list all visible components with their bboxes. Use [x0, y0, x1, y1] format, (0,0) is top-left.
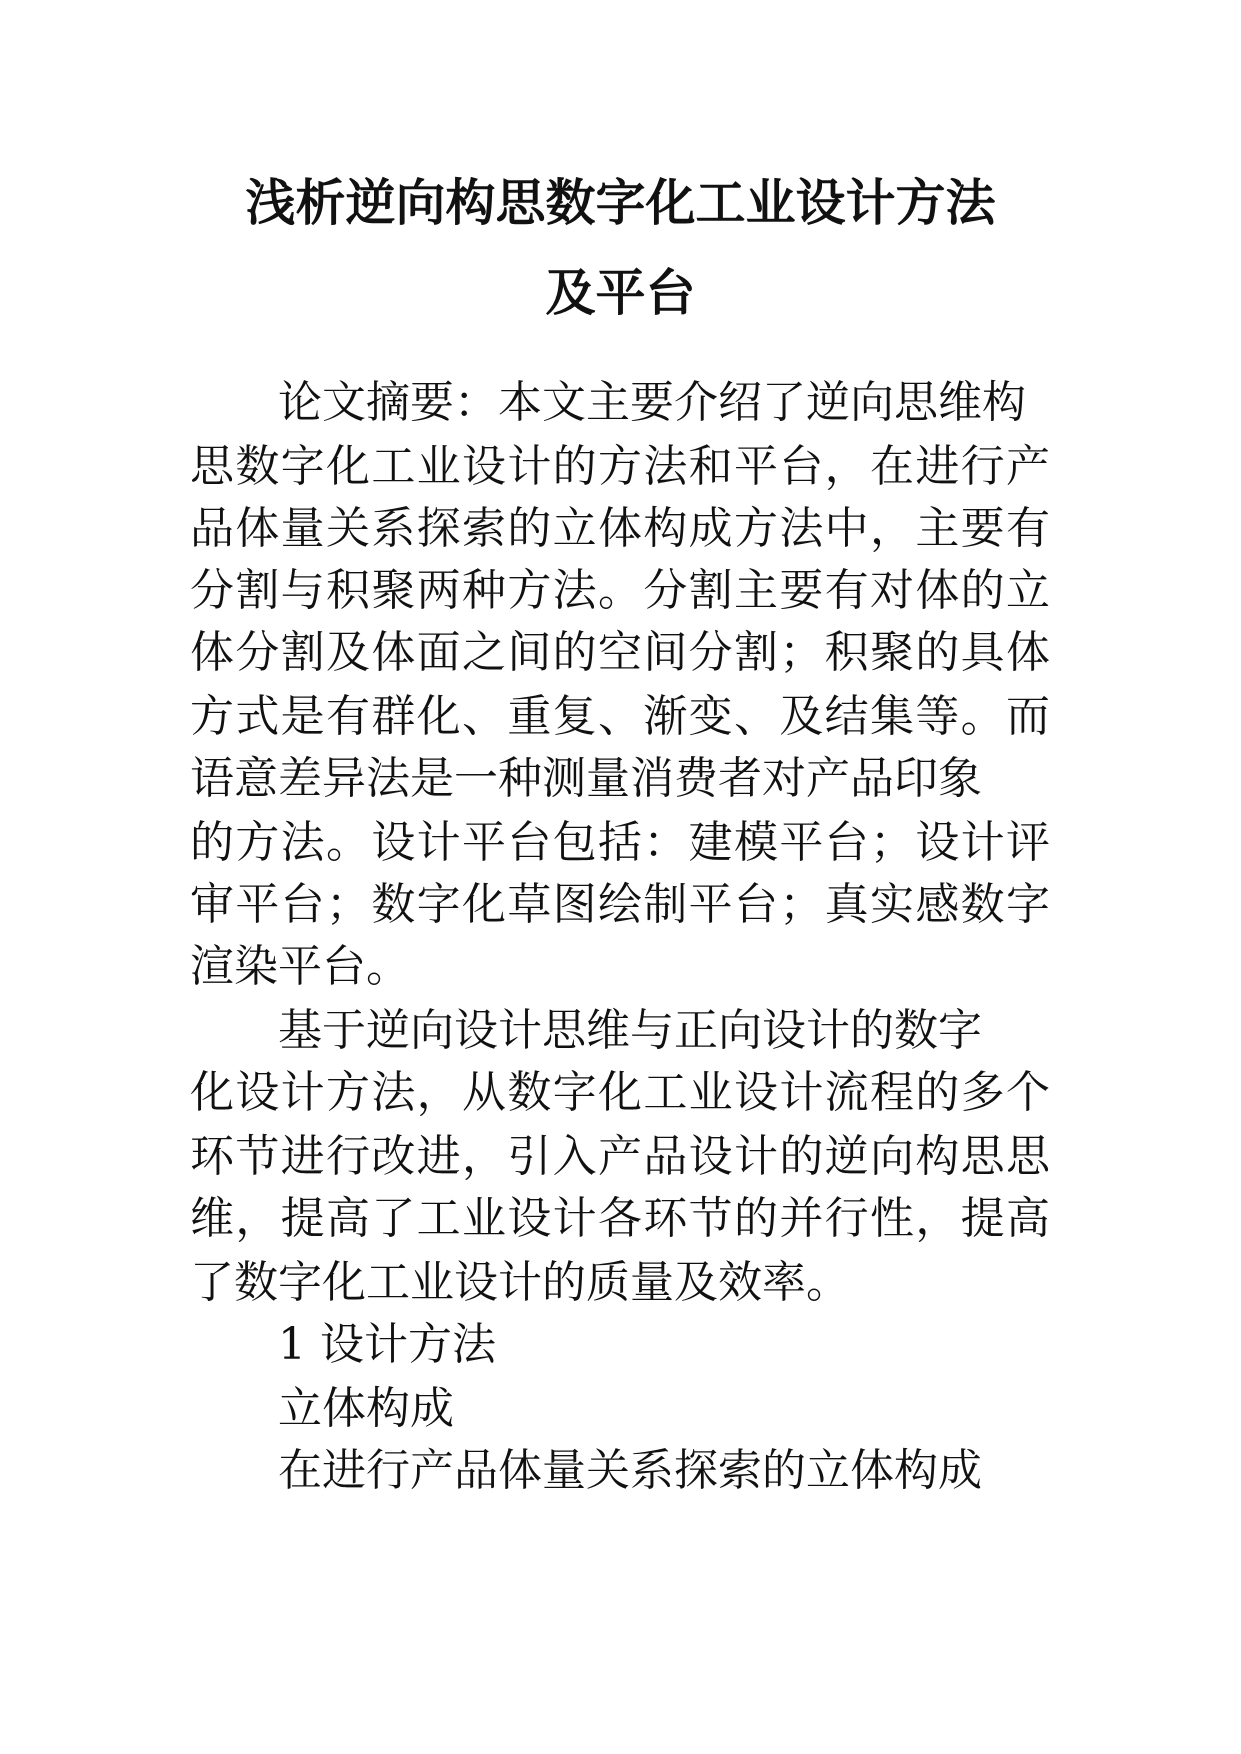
- paragraph-line: 了数字化工业设计的质量及效率。: [190, 1257, 850, 1308]
- abstract-line: 语意差异法是一种测量消费者对产品印象: [190, 753, 982, 804]
- abstract-line: 方式是有群化、重复、渐变、及结集等。而: [190, 691, 1050, 742]
- section-heading: 1 设计方法: [278, 1319, 496, 1370]
- paragraph-line: 基于逆向设计思维与正向设计的数字: [278, 1005, 982, 1056]
- abstract-line: 论文摘要：本文主要介绍了逆向思维构: [278, 377, 1026, 428]
- paragraph-line: 环节进行改进，引入产品设计的逆向构思思: [190, 1131, 1050, 1182]
- abstract-line: 审平台；数字化草图绘制平台；真实感数字: [190, 879, 1050, 930]
- abstract-line: 思数字化工业设计的方法和平台，在进行产: [190, 441, 1050, 492]
- abstract-line: 分割与积聚两种方法。分割主要有对体的立: [190, 565, 1050, 616]
- abstract-line: 品体量关系探索的立体构成方法中，主要有: [190, 503, 1050, 554]
- paragraph-line: 在进行产品体量关系探索的立体构成: [278, 1445, 982, 1496]
- paragraph-line: 化设计方法，从数字化工业设计流程的多个: [190, 1067, 1050, 1118]
- document-title-line-2: 及平台: [545, 263, 696, 322]
- abstract-line: 体分割及体面之间的空间分割；积聚的具体: [190, 627, 1050, 678]
- subsection-heading: 立体构成: [278, 1383, 454, 1434]
- paragraph-line: 维，提高了工业设计各环节的并行性，提高: [190, 1193, 1050, 1244]
- document-title-line-1: 浅析逆向构思数字化工业设计方法: [245, 173, 996, 232]
- abstract-line: 的方法。设计平台包括：建模平台；设计评: [190, 817, 1050, 868]
- abstract-line: 渲染平台。: [190, 941, 410, 992]
